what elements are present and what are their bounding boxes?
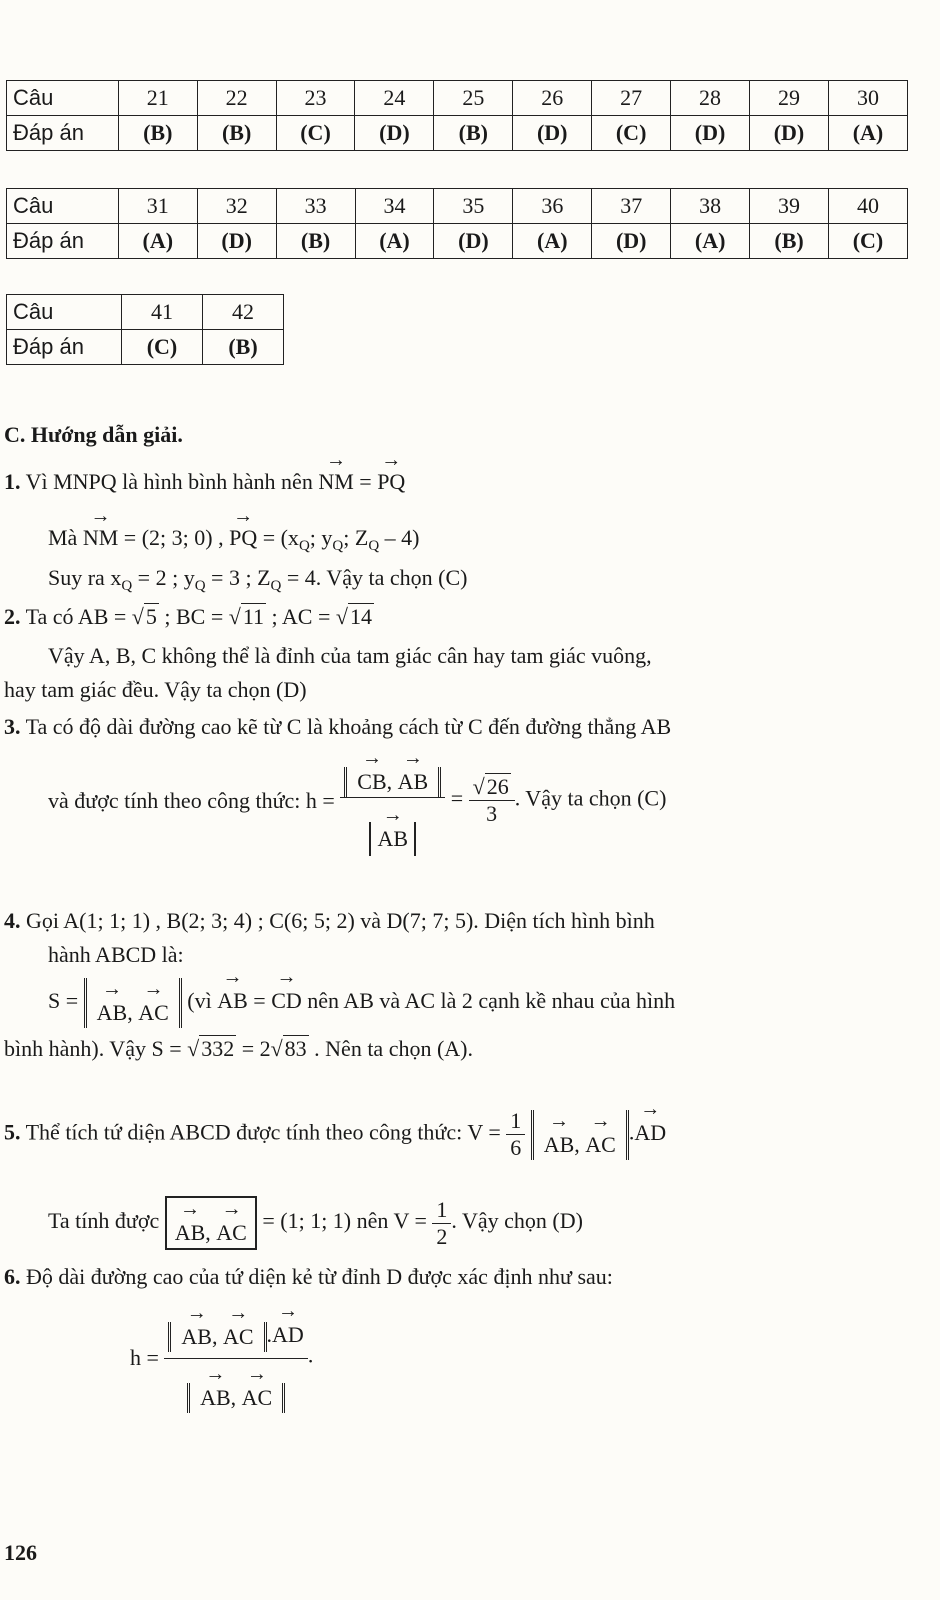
solution-text: = (x — [262, 525, 299, 550]
table-header-cau: Câu — [7, 81, 119, 116]
table-cell: 41 — [122, 295, 203, 330]
answer-table-3 — [6, 294, 284, 365]
solution-6-line-1 — [4, 1262, 613, 1292]
solution-number: 1. — [4, 469, 21, 494]
table-row — [7, 224, 908, 259]
solution-4-line-4: bình hành). Vậy S = √332 = 2√83 . Nên ta chọn (A). — [4, 1036, 474, 1061]
table-header-cau: Câu — [7, 295, 122, 330]
table-header-cau: Câu — [7, 189, 119, 224]
result-fraction: $\frac{√26}{3}$ — [469, 774, 515, 827]
table-cell: 34 — [355, 189, 434, 224]
table-cell: 40 — [828, 189, 907, 224]
solution-text: h = — [130, 1344, 159, 1370]
table-cell: (D) — [513, 116, 592, 151]
table-cell: 38 — [671, 189, 750, 224]
table-cell: 26 — [513, 81, 592, 116]
table-cell: 35 — [434, 189, 513, 224]
solution-text: = (1; 1; 1) nên V = — [262, 1208, 427, 1234]
solution-text: Ta có độ dài đường cao kẽ từ C là khoảng cách từ C đến đường thẳng AB — [25, 714, 672, 739]
answer-table-1 — [6, 80, 908, 151]
table-cell: 22 — [197, 81, 276, 116]
solution-text: Ta tính được — [48, 1208, 160, 1234]
solution-1-line-3: Suy ra $x_Q = 2$ ; $y_Q = 3$ ; $Z_Q = 4$. Vậy ta chọn (C) — [48, 565, 468, 594]
table-cell: 33 — [276, 189, 355, 224]
solution-text: . Vậy ta chọn (C) — [514, 785, 667, 811]
solution-5-line-1: 5. Thể tích tứ diện ABCD được tính theo công thức: V = $\frac{1}{6}$ → AB, → AC .→ AD — [4, 1108, 666, 1161]
solution-text: nên AB và AC là 2 cạnh kề nhau của hình — [307, 988, 676, 1014]
table-cell: (B) — [118, 116, 197, 151]
table-cell: (D) — [197, 224, 276, 259]
solution-3-line-1 — [4, 712, 671, 742]
table-header-dapan: Đáp án — [7, 330, 122, 365]
table-cell: 31 — [118, 189, 197, 224]
solution-text: Mà — [48, 525, 78, 550]
table-cell: (D) — [355, 116, 434, 151]
solution-2-line-3: hay tam giác đều. Vậy ta chọn (D) — [4, 677, 307, 702]
table-row — [7, 116, 908, 151]
table-cell: 30 — [828, 81, 907, 116]
solution-6-formula: h = → AB, → AC .→ AD → AB, → AC . — [130, 1302, 313, 1413]
table-cell: (D) — [592, 224, 671, 259]
table-cell: (A) — [513, 224, 592, 259]
table-cell: 32 — [197, 189, 276, 224]
table-row — [7, 330, 284, 365]
solution-text: bình hành). Vậy S = — [4, 1036, 182, 1061]
solution-4-line-1 — [4, 906, 655, 936]
table-cell: 36 — [513, 189, 592, 224]
height-fraction: → AB, → AC .→ AD → AB, → AC — [164, 1302, 307, 1413]
table-cell: 37 — [592, 189, 671, 224]
table-cell: (C) — [122, 330, 203, 365]
table-cell: (C) — [828, 224, 907, 259]
table-cell: 42 — [203, 295, 284, 330]
solution-text: . Vậy chọn (D) — [451, 1208, 583, 1234]
solution-number: 4. — [4, 908, 21, 933]
solution-text: Độ dài đường cao của tứ diện kẻ từ đỉnh D được xác định như sau: — [26, 1264, 613, 1289]
table-cell: 39 — [750, 189, 829, 224]
vector-pq: → PQ — [377, 467, 405, 497]
table-cell: (B) — [434, 116, 513, 151]
section-title: C. Hướng dẫn giải. — [4, 422, 183, 447]
solution-1-line-1: 1. Vì MNPQ là hình bình hành nên → NM = → PQ — [4, 467, 405, 497]
table-cell: (C) — [276, 116, 355, 151]
solution-4-line-3: S = → AB, → AC (vì → AB = → CD nên AB và AC là 2 cạnh kề nhau của hình — [48, 978, 675, 1028]
vector-nm: → NM — [318, 467, 353, 497]
table-cell: (D) — [434, 224, 513, 259]
answer-table-2 — [6, 188, 908, 259]
solution-number: 6. — [4, 1264, 21, 1289]
solution-3-formula: và được tính theo công thức: h = → CB, → AB → AB = $\frac{√26}{3}$ . Vậy ta chọn (C) — [48, 745, 666, 856]
solution-text: Vậy ta chọn (C) — [326, 565, 468, 590]
table-row — [7, 295, 284, 330]
table-cell: (C) — [592, 116, 671, 151]
solution-text: Vì MNPQ là hình bình hành nên — [25, 469, 313, 494]
table-row — [7, 81, 908, 116]
solution-text: Thể tích tứ diện ABCD được tính theo công thức: V = — [25, 1119, 501, 1145]
table-cell: (A) — [671, 224, 750, 259]
table-cell: (A) — [828, 116, 907, 151]
table-cell: (B) — [197, 116, 276, 151]
table-cell: (D) — [671, 116, 750, 151]
solution-text: Nên ta chọn (A). — [325, 1036, 474, 1061]
solution-text: Gọi A(1; 1; 1) , B(2; 3; 4) ; C(6; 5; 2) và D(7; 7; 5). Diện tích hình bình — [26, 908, 655, 933]
solution-2-line-1: 2. Ta có AB = √5 ; BC = √11 ; AC = √14 — [4, 604, 372, 629]
solution-text: Ta có AB = — [25, 604, 127, 629]
solution-number: 2. — [4, 604, 21, 629]
solution-4-line-2: hành ABCD là: — [48, 942, 184, 967]
vector-nm: → NM — [83, 523, 118, 553]
table-cell: 27 — [592, 81, 671, 116]
solution-text: và được tính theo công thức: h = — [48, 787, 335, 813]
table-cell: (B) — [203, 330, 284, 365]
table-cell: 24 — [355, 81, 434, 116]
solution-5-line-2: Ta tính được → AB, → AC = (1; 1; 1) nên V = $\frac{1}{2}$ . Vậy chọn (D) — [48, 1196, 583, 1250]
table-cell: (D) — [750, 116, 829, 151]
table-header-dapan: Đáp án — [7, 116, 119, 151]
table-cell: (B) — [276, 224, 355, 259]
table-cell: 29 — [750, 81, 829, 116]
table-cell: 23 — [276, 81, 355, 116]
solution-number: 5. — [4, 1119, 21, 1145]
solution-2-line-2: Vậy A, B, C không thể là đỉnh của tam giác cân hay tam giác vuông, — [48, 643, 652, 668]
solution-number: 3. — [4, 714, 21, 739]
vector-pq: → PQ — [229, 523, 257, 553]
table-cell: (B) — [750, 224, 829, 259]
table-header-dapan: Đáp án — [7, 224, 119, 259]
table-cell: (A) — [355, 224, 434, 259]
page-number: 126 — [4, 1540, 37, 1565]
solution-text: = (2; 3; 0) , — [123, 525, 224, 550]
table-cell: (A) — [118, 224, 197, 259]
table-cell: 28 — [671, 81, 750, 116]
solution-text: Suy ra x — [48, 565, 122, 590]
table-row — [7, 189, 908, 224]
table-cell: 21 — [118, 81, 197, 116]
table-cell: 25 — [434, 81, 513, 116]
solution-1-line-2: Mà → NM = (2; 3; 0) , → PQ = ($x_Q$; $y_Q$; $Z_Q - 4$) — [48, 523, 419, 561]
height-fraction: → CB, → AB → AB — [340, 745, 445, 856]
